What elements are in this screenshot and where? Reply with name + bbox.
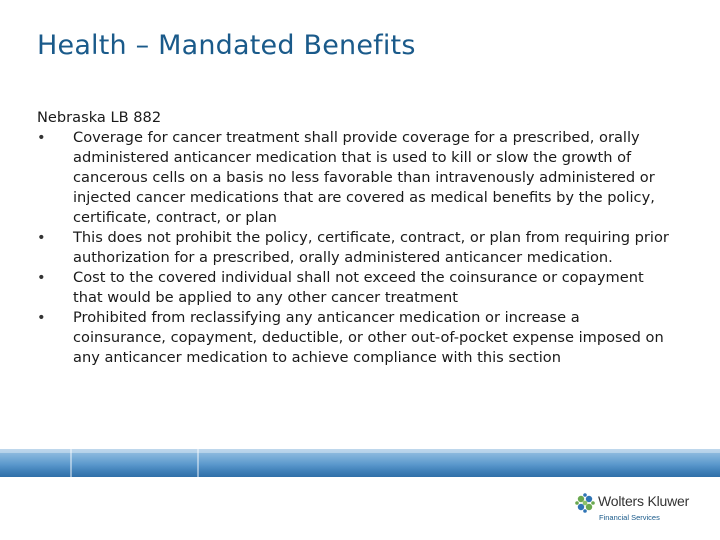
bullet-item	[37, 308, 677, 368]
slide-body	[37, 108, 677, 368]
globe-icon	[574, 492, 596, 514]
bullet-item	[37, 268, 677, 308]
bullet-dot: •	[37, 309, 46, 326]
footer-band-highlight	[0, 449, 720, 453]
footer-band-divider	[197, 449, 199, 477]
bullet-dot: •	[37, 229, 46, 246]
bullet-list	[37, 128, 677, 368]
bullet-text: Cost to the covered individual shall not exceed the coinsurance or copayment that would be applied to any other cancer treatment	[73, 269, 644, 306]
slide-heading: Nebraska LB 882	[37, 109, 162, 126]
company-logo	[574, 492, 704, 524]
bullet-dot: •	[37, 129, 46, 146]
bullet-item	[37, 228, 677, 268]
bullet-dot: •	[37, 269, 46, 286]
footer-band-divider	[70, 449, 72, 477]
slide-title: Health – Mandated Benefits	[37, 30, 416, 61]
bullet-text: Coverage for cancer treatment shall provide coverage for a prescribed, orally administered anticancer medication that is used to kill or slow the growth of cancerous cells on a basis no less favorable than intravenously administered or injected cancer medications that are covered as medical benefits by the policy, certificate, contract, or plan	[73, 129, 655, 226]
bullet-item	[37, 128, 677, 228]
footer-band	[0, 449, 720, 477]
logo-name: Wolters Kluwer	[598, 493, 690, 509]
bullet-text: This does not prohibit the policy, certificate, contract, or plan from requiring prior authorization for a prescribed, orally administered anticancer medication.	[73, 229, 669, 266]
bullet-text: Prohibited from reclassifying any anticancer medication or increase a coinsurance, copayment, deductible, or other out-of-pocket expense imposed on any anticancer medication to achieve compliance with this section	[73, 309, 664, 366]
logo-subtitle: Financial Services	[599, 513, 660, 522]
